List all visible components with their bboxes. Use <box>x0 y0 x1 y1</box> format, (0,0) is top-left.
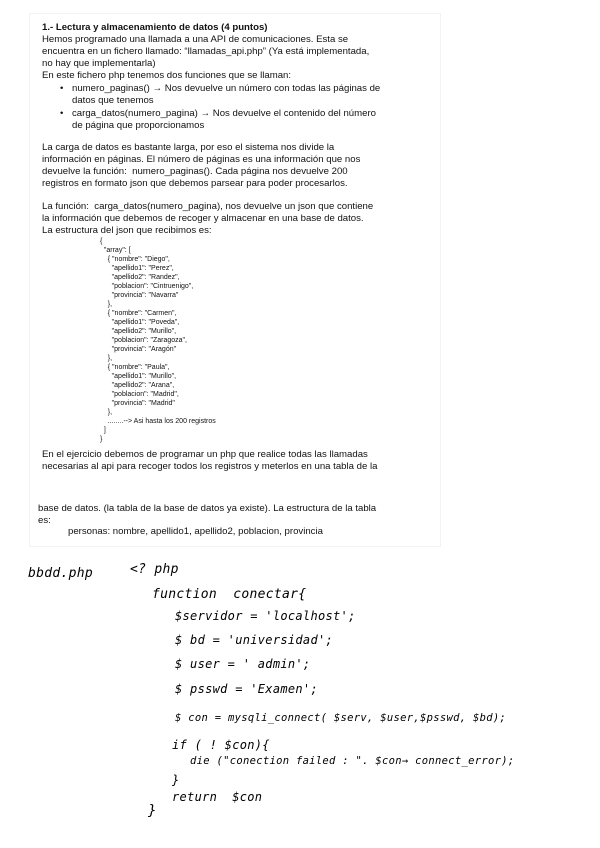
json-line: }, <box>100 409 113 416</box>
json-line: }, <box>100 301 113 308</box>
handwritten-code-line: <? php <box>130 562 179 577</box>
bullet-dot: • <box>60 108 64 119</box>
json-line: "apellido1": "Perez", <box>100 265 174 272</box>
json-line: "apellido1": "Murillo", <box>100 373 177 380</box>
handwritten-code-line: function conectar{ <box>152 587 307 602</box>
json-line: "array": [ <box>100 247 131 254</box>
handwritten-code-line: die ("conection failed : ". $con→ connect_error); <box>190 755 515 767</box>
json-line: "apellido2": "Arana", <box>100 382 175 389</box>
para4-line-1: En el ejercicio debemos de programar un php que realice todas las llamadas <box>42 449 368 460</box>
json-line: "apellido2": "Murillo", <box>100 328 177 335</box>
exam-page <box>30 14 440 546</box>
bullet-2-line-1: carga_datos(numero_pagina) → Nos devuelve el contenido del número <box>72 108 376 119</box>
bullet-2-line-2: de página que proporcionamos <box>72 120 205 131</box>
intro-line-4: En este fichero php tenemos dos funciones que se llaman: <box>42 70 292 81</box>
handwritten-code-line: $ psswd = 'Examen'; <box>175 682 318 696</box>
json-line: { "nombre": "Carmen", <box>100 310 177 317</box>
bullet-1-line-2: datos que tenemos <box>72 95 154 106</box>
json-line: "apellido1": "Poveda", <box>100 319 180 326</box>
json-line: } <box>100 436 103 443</box>
para5-line-2: es: <box>38 515 51 526</box>
json-line: ........--> Asi hasta los 200 registros <box>100 418 216 425</box>
json-line: { "nombre": "Diego", <box>100 256 170 263</box>
json-example <box>100 237 216 444</box>
json-line: { <box>100 238 103 245</box>
para2-line-2: información en páginas. El número de páginas es una información que nos <box>42 154 361 165</box>
para2-line-1: La carga de datos es bastante larga, por eso el sistema nos divide la <box>42 142 335 153</box>
para3-line-3: La estructura del json que recibimos es: <box>42 225 212 236</box>
bullet-1-line-1: numero_paginas() → Nos devuelve un número con todas las páginas de <box>72 83 381 94</box>
handwritten-code-line: $servidor = 'localhost'; <box>175 609 356 623</box>
handwritten-code-line: if ( ! $con){ <box>172 738 270 752</box>
handwritten-code-line: return $con <box>172 790 263 804</box>
para4-line-2: necesarias al api para recoger todos los registros y meterlos en una tabla de la <box>42 461 378 472</box>
json-line: { "nombre": "Paula", <box>100 364 170 371</box>
handwritten-code-line: $ con = mysqli_connect( $serv, $user,$psswd, $bd); <box>175 712 507 724</box>
json-line: "poblacion": "Zaragoza", <box>100 337 187 344</box>
handwritten-code-line: $ user = ' admin'; <box>175 657 311 671</box>
bullet-dot: • <box>60 83 64 94</box>
exercise-title: 1.- Lectura y almacenamiento de datos (4 puntos) <box>42 22 268 33</box>
para2-line-3: devuelve la función: numero_paginas(). Cada página nos devuelve 200 <box>42 166 348 177</box>
handwritten-filename: bbdd.php <box>28 566 94 581</box>
para3-line-2: la información que debemos de recoger y almacenar en una base de datos. <box>42 213 364 224</box>
handwritten-code-line: } <box>148 803 157 819</box>
json-line: ] <box>100 427 106 434</box>
json-line: "poblacion": "Cintruenigo", <box>100 283 194 290</box>
para3-line-1: La función: carga_datos(numero_pagina), nos devuelve un json que contiene <box>42 201 374 212</box>
intro-line-2: encuentra en un fichero llamado: “llamadas_api.php” (Ya está implementada, <box>42 46 370 57</box>
json-line: "poblacion": "Madrid", <box>100 391 179 398</box>
intro-line-3: no hay que implementarla) <box>42 58 156 69</box>
json-line: "apellido2": "Randez", <box>100 274 180 281</box>
json-line: "provincia": "Navarra" <box>100 292 179 299</box>
json-line: }, <box>100 355 113 362</box>
handwritten-code-line: $ bd = 'universidad'; <box>175 633 334 647</box>
json-line: "provincia": "Aragón" <box>100 346 177 353</box>
para2-line-4: registros en formato json que debemos parsear para poder procesarlos. <box>42 178 348 189</box>
table-structure: personas: nombre, apellido1, apellido2, poblacion, provincia <box>68 526 323 537</box>
handwritten-code-line: } <box>172 773 180 787</box>
intro-line-1: Hemos programado una llamada a una API de comunicaciones. Esta se <box>42 34 349 45</box>
para5-line-1: base de datos. (la tabla de la base de datos ya existe). La estructura de la tabla <box>38 503 377 514</box>
json-line: "provincia": "Madrid" <box>100 400 175 407</box>
